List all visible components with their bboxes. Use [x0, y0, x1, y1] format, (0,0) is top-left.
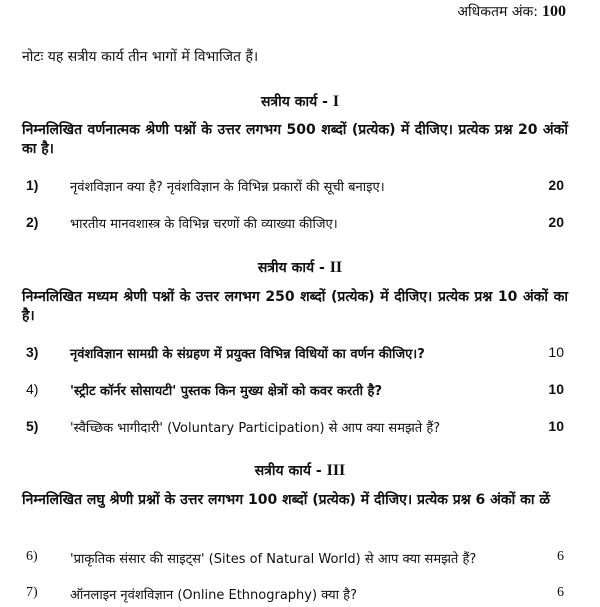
question-number: 6)	[26, 549, 38, 564]
section-title-text: सत्रीय कार्य -	[254, 463, 322, 479]
question-2	[22, 214, 572, 236]
section-instruction-2: निम्नलिखित मध्यम श्रेणी पश्नों के उत्तर लगभग 250 शब्दों (प्रत्येक) में दीजिए। प्रत्येक प्रश्न 10 अंकों का है।	[22, 289, 568, 324]
question-number: 4)	[26, 381, 39, 397]
section-roman: I	[332, 93, 340, 110]
question-7	[22, 585, 572, 607]
section-title-2	[0, 258, 600, 277]
question-number: 5)	[26, 418, 39, 434]
question-marks: 10	[548, 344, 564, 360]
question-text: ऑनलाइन नृवंशविज्ञान (Online Ethnography) क्या है?	[70, 588, 357, 603]
question-text: 'प्राकृतिक संसार की साइट्स' (Sites of Natural World) से आप क्या समझते हैं?	[70, 552, 477, 567]
question-1	[22, 177, 572, 199]
question-4	[22, 381, 572, 403]
question-text: नृवंशविज्ञान क्या है? नृवंशविज्ञान के विभिन्न प्रकारों की सूची बनाइए।	[70, 180, 385, 195]
section-title-3	[0, 461, 600, 480]
question-marks: 6	[557, 585, 564, 600]
section-title-text: सत्रीय कार्य -	[260, 94, 328, 110]
note-text: नोटः यह सत्रीय कार्य तीन भागों में विभाजित हैं।	[22, 49, 259, 65]
section-instruction-3: निम्नलिखित लघु श्रेणी प्रश्नों के उत्तर लगभग 100 शब्दों (प्रत्येक) में दीजिए। प्रत्येक प्रश्न 6 अंकों का ळें	[22, 492, 551, 508]
section-roman: III	[326, 462, 346, 479]
section-title-text: सत्रीय कार्य -	[257, 260, 325, 276]
question-marks: 6	[557, 549, 564, 564]
question-marks: 20	[548, 214, 564, 230]
question-3	[22, 344, 572, 366]
section-title-1	[0, 92, 600, 111]
max-marks-label: अधिकतम अंक:	[457, 4, 538, 20]
question-marks: 10	[548, 418, 564, 434]
question-number: 1)	[26, 177, 39, 193]
question-number: 3)	[26, 344, 39, 360]
question-text: भारतीय मानवशास्त्र के विभिन्न चरणों की व्याख्या कीजिए।	[70, 217, 338, 232]
question-text: नृवंशविज्ञान सामग्री के संग्रहण में प्रयुक्त विभिन्न विधियों का वर्णन कीजिए।?	[70, 347, 425, 362]
question-marks: 20	[548, 177, 564, 193]
max-marks	[457, 2, 566, 21]
question-number: 7)	[26, 585, 38, 600]
question-text: 'स्ट्रीट कॉर्नर सोसायटी' पुस्तक किन मुख्य क्षेत्रों को कवर करती है?	[70, 384, 382, 399]
question-marks: 10	[548, 381, 564, 397]
question-6	[22, 549, 572, 571]
question-5	[22, 418, 572, 440]
section-instruction-1: निम्नलिखित वर्णनात्मक श्रेणी पश्नों के उत्तर लगभग 500 शब्दों (प्रत्येक) में दीजिए। प्रत्येक प्रश्न 20 अंकों का है।	[22, 122, 568, 157]
question-number: 2)	[26, 214, 39, 230]
max-marks-value: 100	[542, 3, 566, 20]
question-text: 'स्वैच्छिक भागीदारी' (Voluntary Participation) से आप क्या समझते हैं?	[70, 421, 441, 436]
section-roman: II	[329, 259, 343, 276]
